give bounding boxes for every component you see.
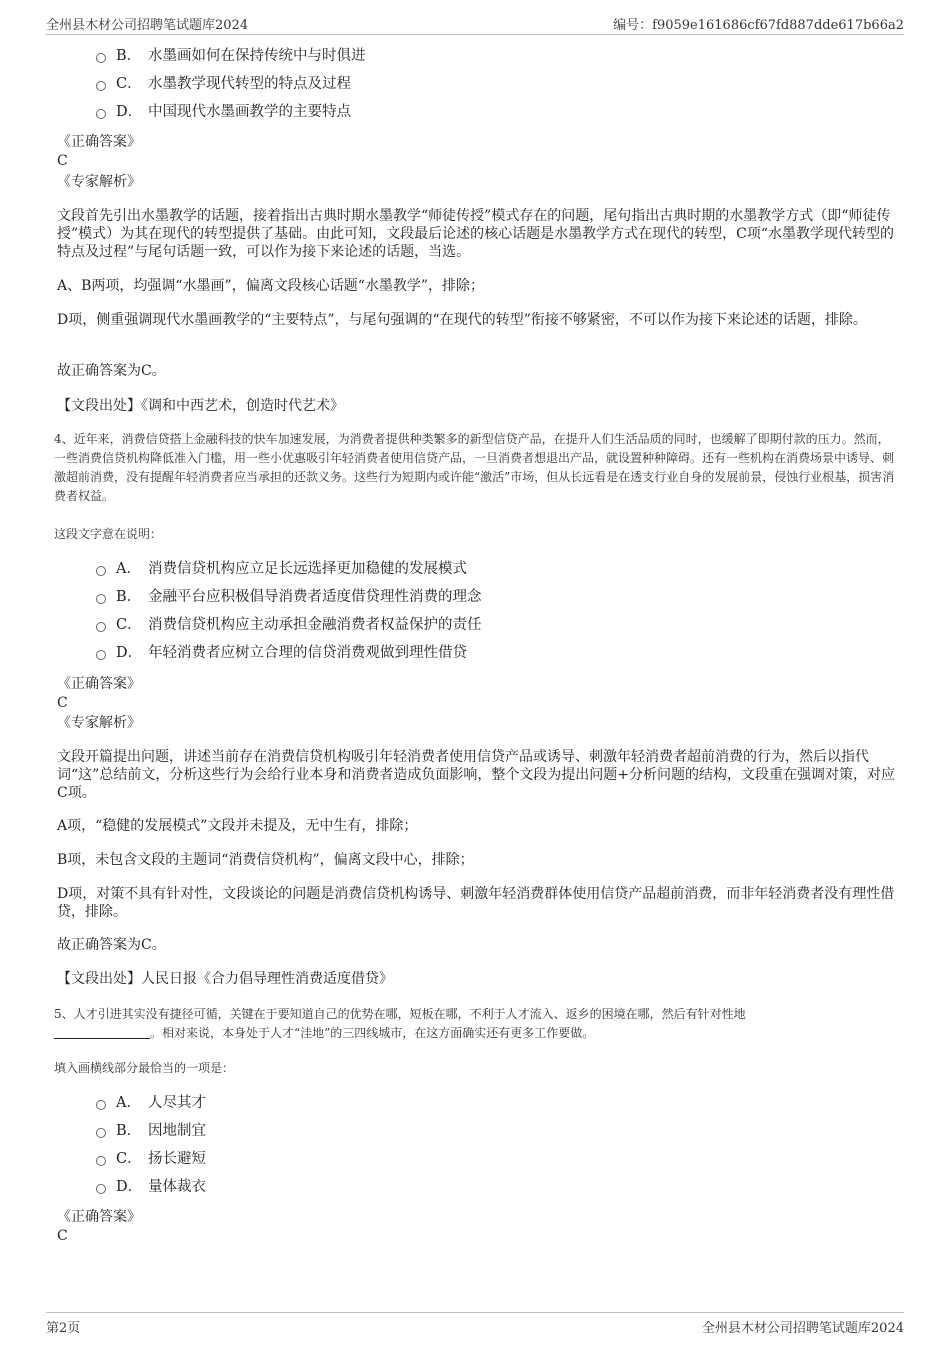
analysis-label: 《专家解析》 <box>57 715 141 731</box>
option-c[interactable]: C． 水墨教学现代转型的特点及过程 <box>96 70 366 98</box>
radio-icon[interactable] <box>96 650 106 660</box>
analysis-paragraph: B项，未包含文段的主题词“消费信贷机构”，偏离文段中心，排除； <box>57 852 474 868</box>
passage-source: 【文段出处】《调和中西艺术，创造时代艺术》 <box>57 398 344 414</box>
analysis-paragraph: D项，侧重强调现代水墨画教学的“主要特点”，与尾句强调的“在现代的转型”衔接不够紧密，不可以作为接下来论述的话题，排除。 <box>57 312 867 328</box>
option-d[interactable]: D． 中国现代水墨画教学的主要特点 <box>96 98 366 126</box>
radio-icon[interactable] <box>96 81 106 91</box>
option-b[interactable]: B． 金融平台应积极倡导消费者适度借贷理性消费的理念 <box>96 583 482 611</box>
option-b[interactable]: B． 水墨画如何在保持传统中与时俱进 <box>96 42 366 70</box>
analysis-conclusion: 故正确答案为C。 <box>57 937 166 953</box>
question-5-prompt: 填入画横线部分最恰当的一项是： <box>54 1061 235 1075</box>
radio-icon[interactable] <box>96 1100 106 1110</box>
radio-icon[interactable] <box>96 109 106 119</box>
q3-options <box>96 42 366 126</box>
option-a[interactable]: A． 人尽其才 <box>96 1089 206 1117</box>
q4-options <box>96 555 482 667</box>
analysis-label: 《专家解析》 <box>57 174 141 190</box>
option-a[interactable]: A． 消费信贷机构应立足长远选择更加稳健的发展模式 <box>96 555 482 583</box>
footer-title: 全州县木材公司招聘笔试题库2024 <box>701 1321 904 1336</box>
radio-icon[interactable] <box>96 1184 106 1194</box>
fill-in-blank <box>54 1026 150 1039</box>
page-number: 第2页 <box>46 1321 81 1336</box>
radio-icon[interactable] <box>96 1128 106 1138</box>
analysis-paragraph: A、B两项，均强调“水墨画”，偏离文段核心话题“水墨教学”，排除； <box>57 278 485 294</box>
header-doc-id: 编号：f9059e161686cf67fd887dde617b66a2 <box>613 18 904 33</box>
option-c[interactable]: C． 扬长避短 <box>96 1145 206 1173</box>
analysis-paragraph: 文段开篇提出问题，讲述当前存在消费信贷机构吸引年轻消费者使用信贷产品或诱导、刺激年轻消费者超前消费的行为，然后以指代词“这”总结前文，分析这些行为会给行业本身和消费者造成负面影响，整个文段为提出问题+分析问题的结构，文段重在强调对策，对应C项。 <box>57 749 896 801</box>
answer-label: 《正确答案》 <box>57 676 141 692</box>
radio-icon[interactable] <box>96 622 106 632</box>
answer-value: C <box>57 153 68 169</box>
page-header <box>46 12 904 35</box>
question-4-text: 4、近年来，消费信贷搭上金融科技的快车加速发展，为消费者提供种类繁多的新型信贷产品，在提升人们生活品质的同时，也缓解了即期付款的压力。然而，一些消费信贷机构降低准入门槛，用一些小优惠吸引年轻消费者使用信贷产品，一旦消费者想退出产品，就设置种种障碍。还有一些机构在消费场景中诱导、刺激超前消费，没有提醒年轻消费者应当承担的还款义务。这些行为短期内或许能“激活”市场，但从长远看是在透支行业自身的发展前景，侵蚀行业根基，损害消费者权益。 <box>54 432 895 503</box>
option-b[interactable]: B． 因地制宜 <box>96 1117 206 1145</box>
q5-options <box>96 1089 206 1201</box>
header-title: 全州县木材公司招聘笔试题库2024 <box>46 18 249 33</box>
question-4-prompt: 这段文字意在说明： <box>54 527 163 541</box>
analysis-paragraph: 文段首先引出水墨教学的话题，接着指出古典时期水墨教学“师徒传授”模式存在的问题，尾句指出古典时期的水墨教学方式（即“师徒传授”模式）为其在现代的转型提供了基础。由此可知，文段最后论述的核心话题是水墨教学方式在现代的转型，C项“水墨教学现代转型的特点及过程”与尾句话题一致，可以作为接下来论述的话题，当选。 <box>57 208 895 260</box>
radio-icon[interactable] <box>96 594 106 604</box>
answer-label: 《正确答案》 <box>57 1209 141 1225</box>
radio-icon[interactable] <box>96 53 106 63</box>
answer-label: 《正确答案》 <box>57 134 141 150</box>
option-d[interactable]: D． 年轻消费者应树立合理的信贷消费观做到理性借贷 <box>96 639 482 667</box>
radio-icon[interactable] <box>96 1156 106 1166</box>
question-5-text: 5、人才引进其实没有捷径可循，关键在于要知道自己的优势在哪，短板在哪，不利于人才流入、返乡的困境在哪，然后有针对性地 。相对来说，本身处于人才“洼地”的三四线城市，在这方面确实还有更多工作要做。 <box>54 1007 746 1040</box>
radio-icon[interactable] <box>96 566 106 576</box>
option-c[interactable]: C． 消费信贷机构应主动承担金融消费者权益保护的责任 <box>96 611 482 639</box>
answer-value: C <box>57 1228 68 1244</box>
analysis-paragraph: A项，“稳健的发展模式”文段并未提及，无中生有，排除； <box>57 818 418 834</box>
answer-value: C <box>57 695 68 711</box>
passage-source: 【文段出处】人民日报《合力倡导理性消费适度借贷》 <box>57 971 393 987</box>
page-footer <box>46 1312 904 1335</box>
analysis-paragraph: D项，对策不具有针对性，文段谈论的问题是消费信贷机构诱导、刺激年轻消费群体使用信贷产品超前消费，而非年轻消费者没有理性借贷，排除。 <box>57 886 895 920</box>
option-d[interactable]: D． 量体裁衣 <box>96 1173 206 1201</box>
analysis-conclusion: 故正确答案为C。 <box>57 363 166 379</box>
